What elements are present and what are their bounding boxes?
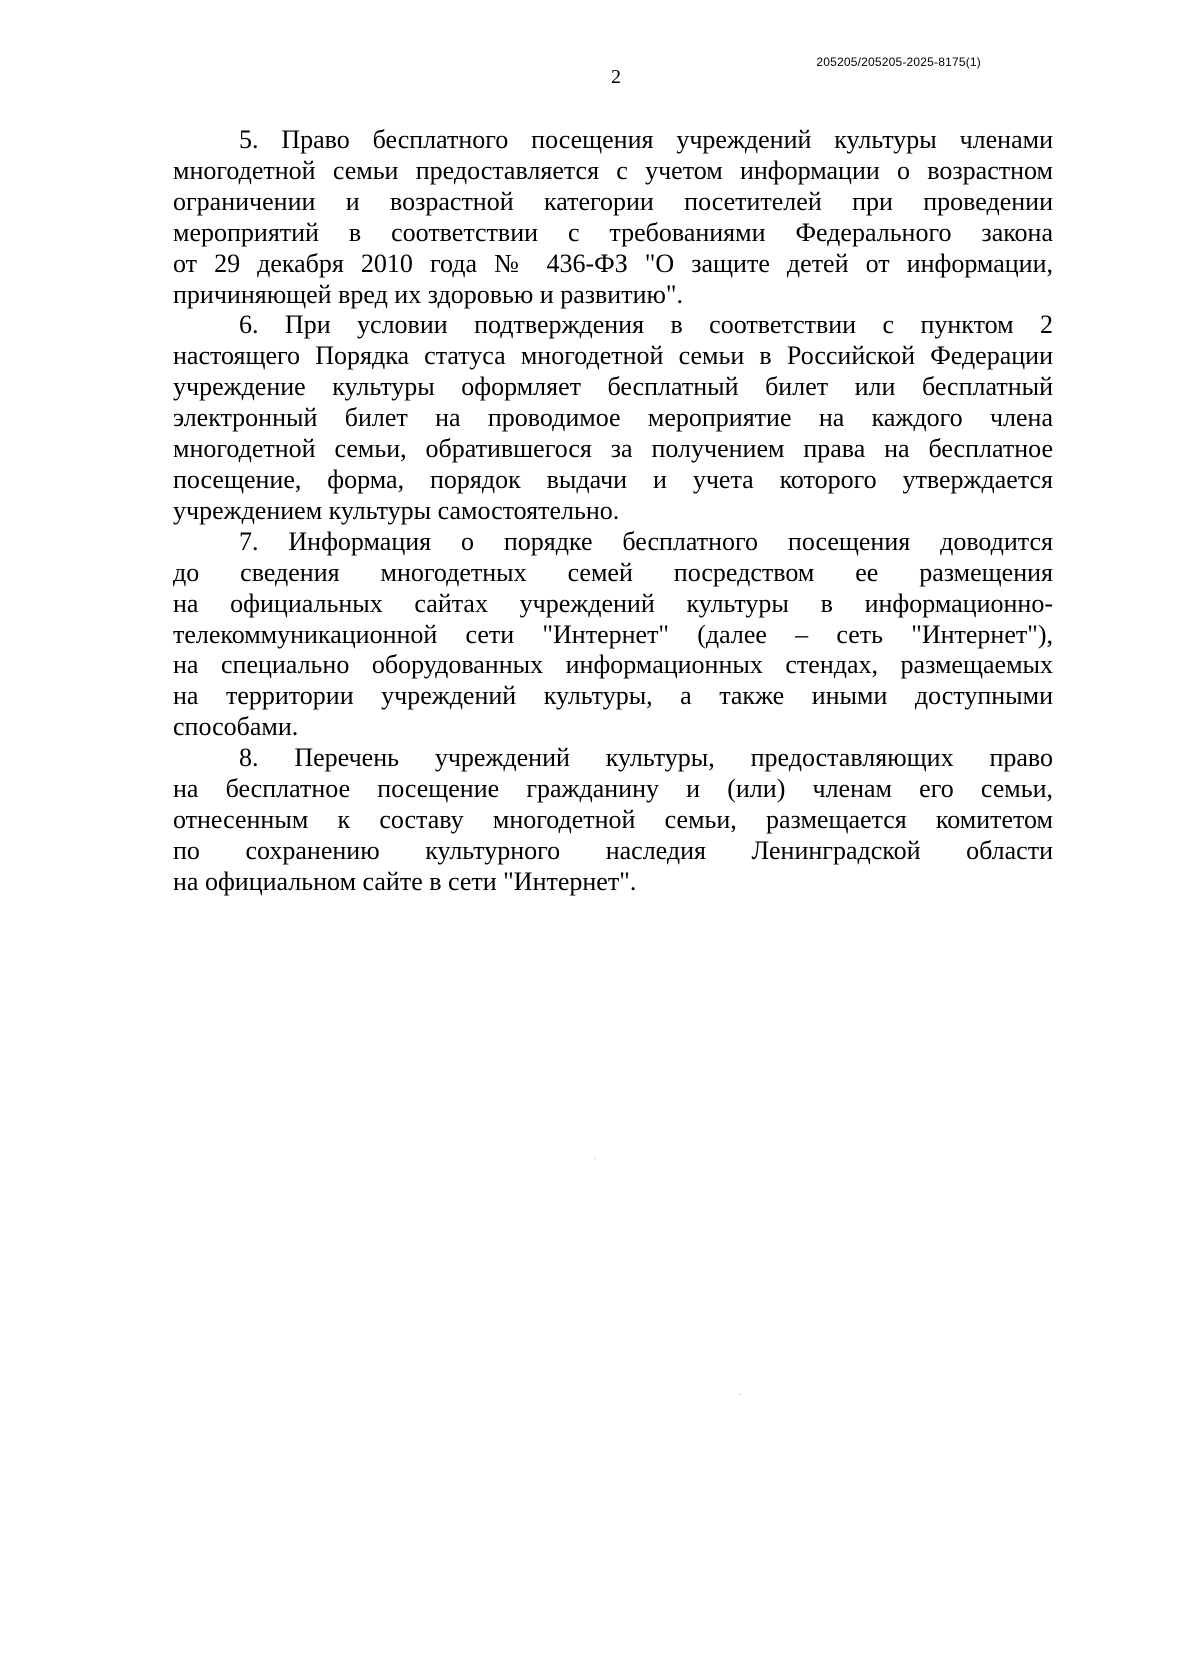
paragraph-7: [173, 527, 1053, 743]
paragraph-6: [173, 310, 1053, 526]
text-line: отнесенным к составу многодетной семьи, размещается комитетом: [173, 804, 1053, 834]
scan-artifact: [594, 1158, 596, 1159]
text-line: посещение, форма, порядок выдачи и учета которого утверждается: [173, 464, 1053, 494]
text-line: на территории учреждений культуры, а также иными доступными: [173, 681, 1053, 711]
text-line: от 29 декабря 2010 года № 436-ФЗ "О защите детей от информации,: [173, 248, 1053, 278]
document-body: [173, 125, 1053, 898]
text-line: 6. При условии подтверждения в соответствии с пунктом 2: [239, 310, 1053, 340]
text-line: мероприятий в соответствии с требованиями Федерального закона: [173, 217, 1053, 247]
text-line: до сведения многодетных семей посредством ее размещения: [173, 557, 1053, 587]
text-line: настоящего Порядка статуса многодетной семьи в Российской Федерации: [173, 341, 1053, 371]
text-line: причиняющей вред их здоровью и развитию".: [173, 279, 684, 309]
text-line: на бесплатное посещение гражданину и (или) членам его семьи,: [173, 774, 1053, 804]
text-line: на специально оборудованных информационных стендах, размещаемых: [173, 650, 1053, 680]
text-line: по сохранению культурного наследия Ленинградской области: [173, 835, 1053, 865]
text-line: на официальных сайтах учреждений культуры в информационно-: [173, 588, 1053, 618]
text-line: учреждение культуры оформляет бесплатный билет или бесплатный: [173, 372, 1053, 402]
text-line: многодетной семьи, обратившегося за получением права на бесплатное: [173, 434, 1053, 464]
text-line: 8. Перечень учреждений культуры, предоставляющих право: [239, 743, 1053, 773]
text-line: на официальном сайте в сети "Интернет".: [173, 866, 637, 896]
text-line: учреждением культуры самостоятельно.: [173, 495, 620, 525]
text-line: электронный билет на проводимое мероприятие на каждого члена: [173, 403, 1053, 433]
text-line: телекоммуникационной сети "Интернет" (далее – сеть "Интернет"),: [173, 619, 1053, 649]
document-id: 205205/205205-2025-8175(1): [816, 55, 981, 69]
text-line: многодетной семьи предоставляется с учетом информации о возрастном: [173, 155, 1053, 185]
text-line: 5. Право бесплатного посещения учреждений культуры членами: [239, 125, 1053, 154]
text-line: 7. Информация о порядке бесплатного посещения доводится: [239, 526, 1053, 556]
paragraph-5: [173, 125, 1053, 310]
text-line: способами.: [173, 712, 299, 742]
scan-artifact: [738, 1394, 741, 1395]
page-number: 2: [611, 66, 621, 88]
text-line: ограничении и возрастной категории посетителей при проведении: [173, 186, 1053, 216]
paragraph-8: [173, 743, 1053, 898]
